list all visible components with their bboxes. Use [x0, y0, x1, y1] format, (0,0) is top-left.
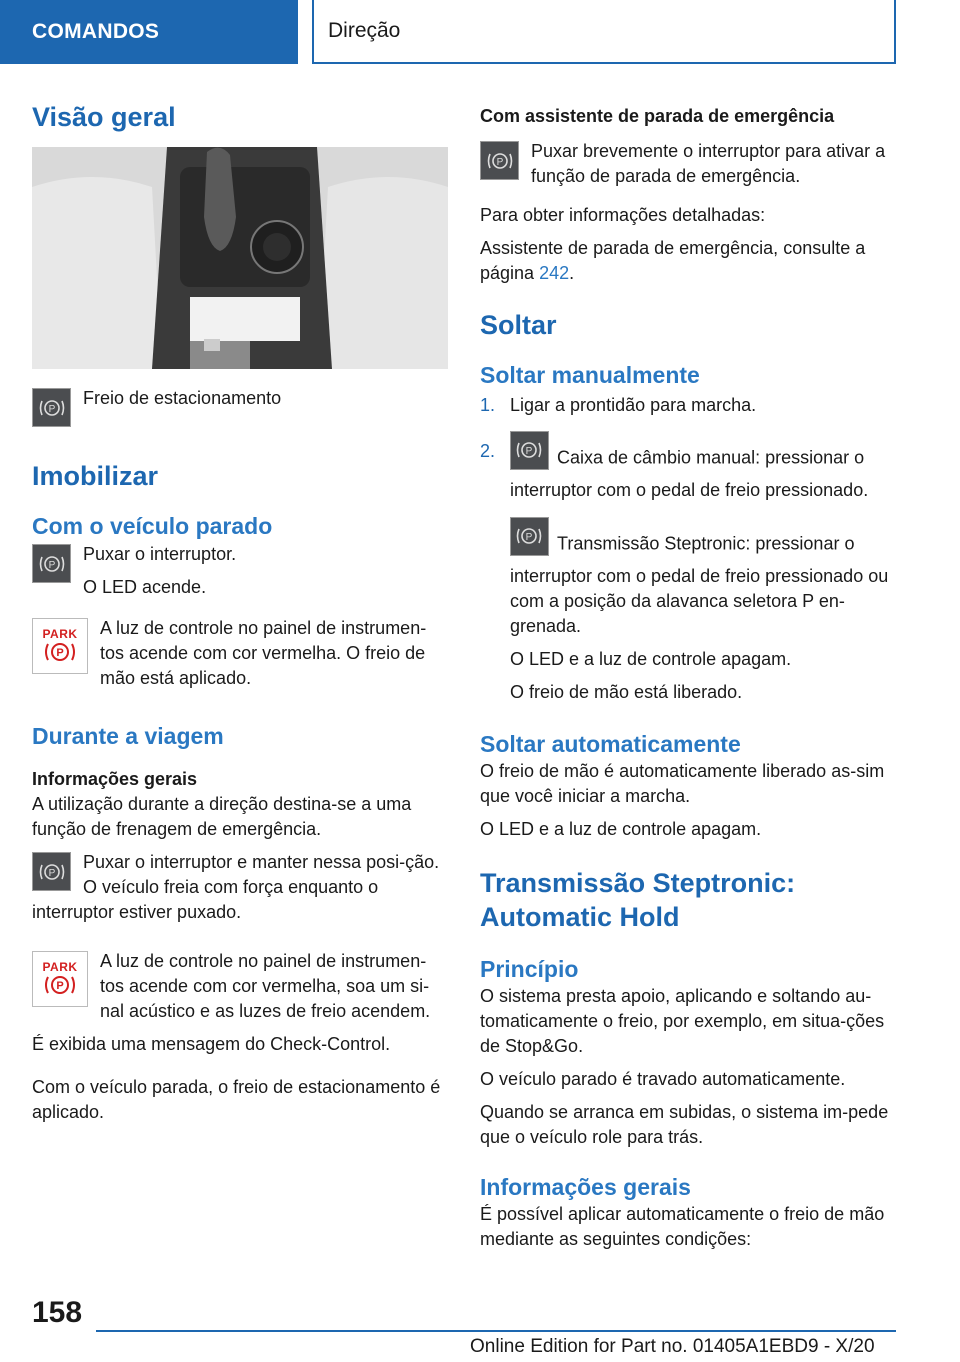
chapter-tab: COMANDOS — [0, 0, 298, 64]
text-indicator-red: A luz de controle no painel de instrumen-tos acende com cor vermelha. O freio de mão está aplicado. — [100, 618, 427, 688]
console-illustration — [32, 147, 448, 369]
list-number: 2. — [480, 441, 496, 461]
heading-auto-hold-line2: Automatic Hold — [480, 902, 680, 932]
page-number: 158 — [32, 1296, 83, 1329]
list-item — [480, 393, 896, 418]
text-check-control: É exibida uma mensagem do Check-Control. — [32, 1034, 391, 1054]
footer-edition: Online Edition for Part no. 01405A1EBD9 - X/20 — [470, 1336, 875, 1357]
section-title: Direção — [312, 0, 896, 64]
text-pull-briefly: Puxar brevemente o interruptor para ativar a função de parada de emergência. — [531, 141, 886, 186]
heading-while-driving: Durante a viagem — [32, 723, 224, 749]
heading-release-auto: Soltar automaticamente — [480, 731, 741, 757]
park-p-symbol: P — [56, 980, 64, 992]
svg-text:P: P — [48, 867, 55, 879]
heading-release: Soltar — [480, 310, 557, 340]
page-link-242[interactable]: 242 — [539, 263, 570, 283]
list-text: Caixa de câmbio manual: pressionar o interruptor com o pedal de freio pressionado. — [510, 447, 869, 500]
heading-principle: Princípio — [480, 956, 579, 982]
list-item — [480, 439, 896, 503]
text-details-reference — [480, 236, 896, 286]
park-indicator-icon — [32, 951, 88, 1007]
steptronic-block — [480, 525, 896, 705]
heading-release-manual: Soltar manualmente — [480, 362, 700, 388]
svg-text:P: P — [525, 532, 533, 543]
text-uphill: Quando se arranca em subidas, o sistema im-pede que o veículo role para trás. — [480, 1102, 889, 1147]
list-text: Ligar a prontidão para marcha. — [510, 395, 757, 415]
text-pull-switch: Puxar o interruptor. — [83, 544, 237, 564]
text-driving-use: A utilização durante a direção destina-se a uma função de frenagem de emergência. — [32, 794, 412, 839]
parking-brake-switch-icon — [510, 431, 549, 470]
heading-general-info-right: Informações gerais — [480, 1174, 691, 1200]
text-steptronic-press: Transmissão Steptronic: pressionar o interruptor com o pedal de freio pressionado ou com a posição da alavanca seletora P en-grenada. — [510, 533, 889, 636]
pull-briefly-block — [480, 139, 896, 189]
text-led-lights: O LED acende. — [83, 577, 207, 597]
parking-brake-icon — [32, 388, 71, 427]
heading-immobilize: Imobilizar — [32, 461, 159, 491]
indicator-block — [32, 616, 448, 691]
gear-console-image — [32, 147, 448, 369]
heading-emergency-assist: Com assistente de parada de emergência — [480, 106, 835, 126]
park-indicator-icon — [32, 618, 88, 674]
heading-auto-hold — [480, 866, 896, 934]
caption-parking-brake: Freio de estacionamento — [83, 388, 282, 408]
heading-auto-hold-line1: Transmissão Steptronic: — [480, 868, 796, 898]
svg-text:P: P — [525, 446, 533, 457]
right-column — [480, 104, 896, 1252]
text-principle: O sistema presta apoio, aplicando e soltando au-tomaticamente o freio, por exemplo, em situa-ções de Stop&Go. — [480, 986, 885, 1056]
text-led-off-2: O LED e a luz de controle apagam. — [480, 819, 762, 839]
svg-text:P: P — [48, 403, 55, 415]
text-brake-released: O freio de mão está liberado. — [510, 682, 743, 702]
park-label: PARK — [42, 960, 78, 974]
text-auto-release: O freio de mão é automaticamente liberado as-sim que você iniciar a marcha. — [480, 761, 885, 806]
indicator-signal-block — [32, 949, 448, 1024]
parking-brake-switch-icon — [32, 852, 71, 891]
svg-text:P: P — [496, 156, 503, 168]
text-vehicle-stopped-applied: Com o veículo parada, o freio de estacionamento é aplicado. — [32, 1077, 441, 1122]
pull-hold-block — [32, 850, 448, 925]
text-indicator-signal: A luz de controle no painel de instrumen-tos acende com cor vermelha, soa um si-nal acústico e as luzes de freio acendem. — [100, 951, 431, 1021]
text-led-off: O LED e a luz de controle apagam. — [510, 649, 792, 669]
park-label: PARK — [42, 627, 78, 641]
left-column — [32, 100, 448, 1125]
heading-overview: Visão geral — [32, 102, 176, 132]
parking-brake-switch-icon — [510, 517, 549, 556]
park-p-symbol: P — [56, 647, 64, 659]
text-pull-and-hold: Puxar o interruptor e manter nessa posi-ção. O veículo freia com força enquanto o interruptor estiver puxado. — [32, 852, 440, 922]
parking-brake-switch-icon — [480, 141, 519, 180]
pull-switch-block — [32, 542, 448, 600]
footer-divider — [96, 1330, 896, 1332]
parking-brake-caption — [32, 386, 448, 431]
details-ref-prefix: Assistente de parada de emergência, consulte a página — [480, 238, 866, 283]
heading-vehicle-stopped: Com o veículo parado — [32, 513, 273, 539]
text-auto-lock: O veículo parado é travado automaticamente. — [480, 1069, 846, 1089]
text-details-intro: Para obter informações detalhadas: — [480, 205, 766, 225]
parking-brake-switch-icon — [32, 544, 71, 583]
text-conditions: É possível aplicar automaticamente o freio de mão mediante as seguintes condições: — [480, 1204, 885, 1249]
svg-text:P: P — [48, 559, 55, 571]
details-ref-suffix: . — [569, 263, 575, 283]
heading-general-info: Informações gerais — [32, 769, 198, 789]
list-number: 1. — [480, 395, 496, 415]
